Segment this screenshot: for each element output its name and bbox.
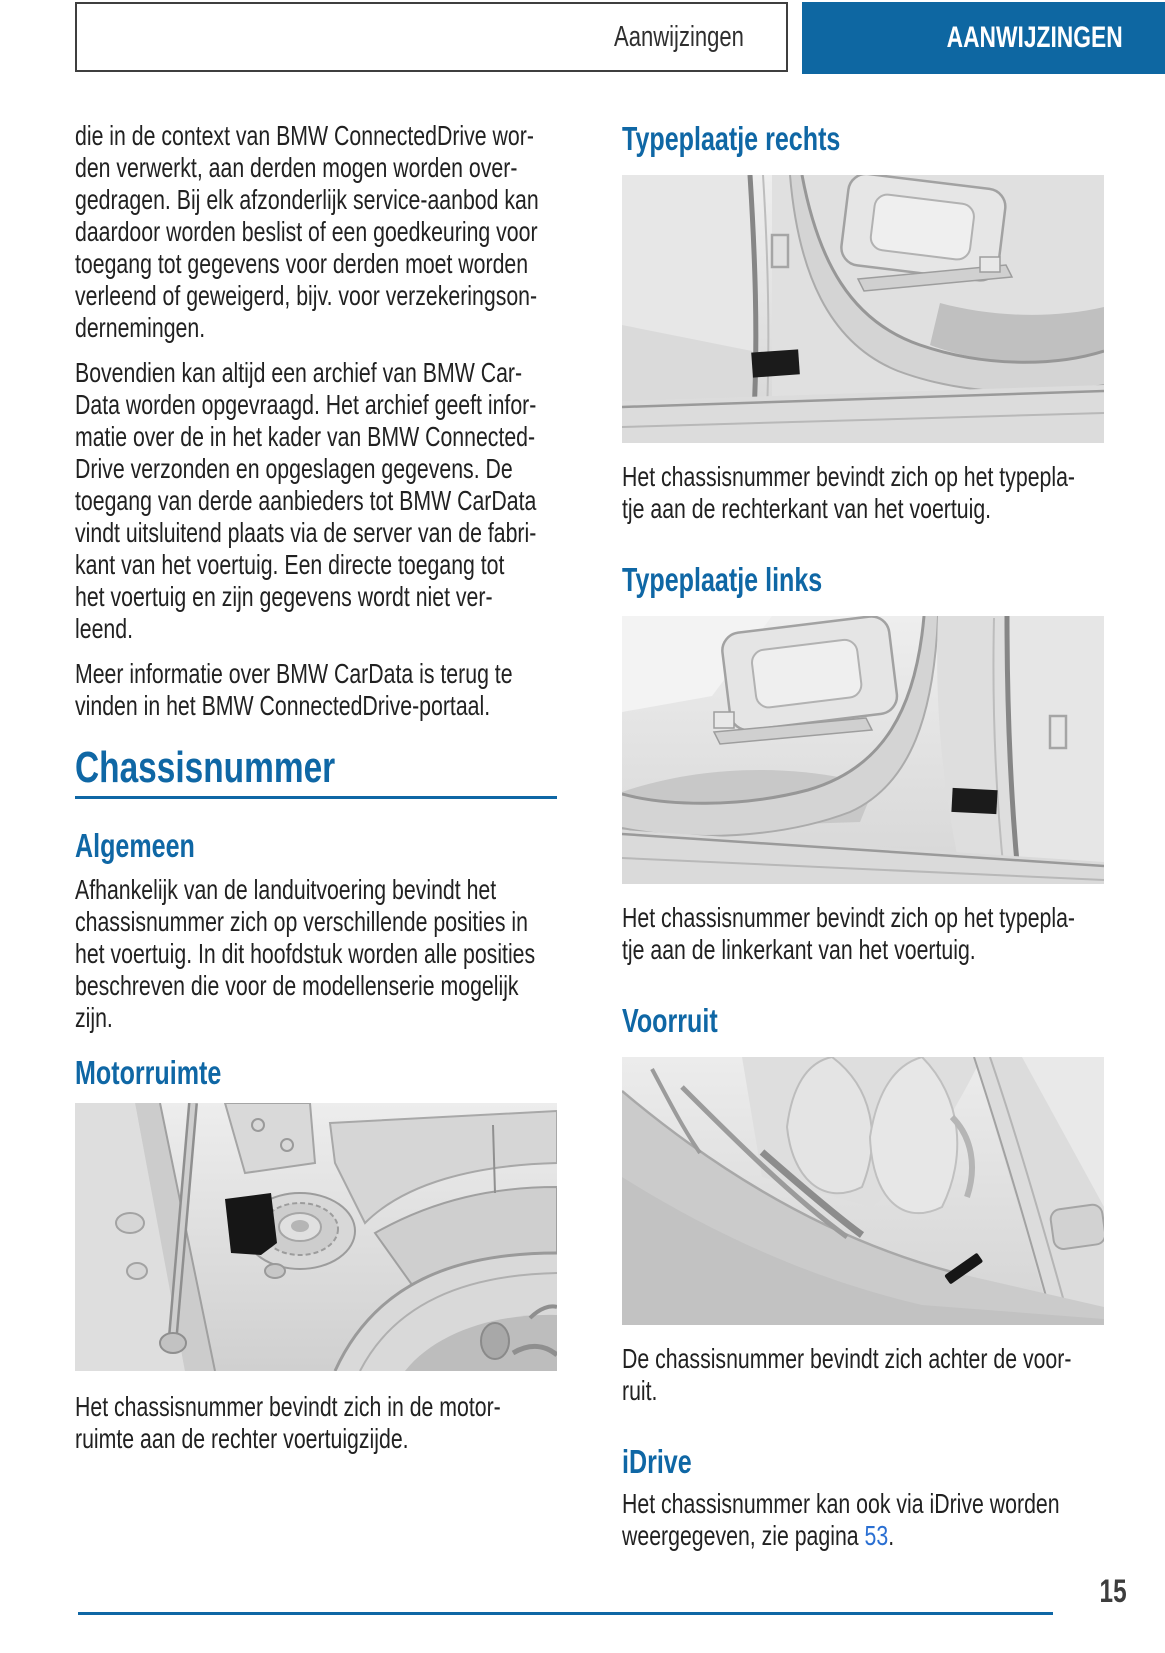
text-line: Bovendien kan altijd een archief van BMW Car- — [75, 357, 523, 388]
intro-paragraph-3 — [75, 658, 557, 722]
text-line: leend. — [75, 613, 133, 644]
breadcrumb-label: Aanwijzingen — [614, 20, 744, 53]
typeplate-left-illustration — [622, 616, 1104, 884]
text-line: ruimte aan de rechter voertuigzijde. — [75, 1423, 409, 1454]
text-line: gedragen. Bij elk afzonderlijk service-aanbod kan — [75, 184, 539, 215]
text-line: dernemingen. — [75, 312, 206, 343]
typeplaatje-rechts-caption — [622, 461, 1104, 525]
text-line: chassisnummer zich op verschillende posities in — [75, 906, 528, 937]
text-line: toegang van derde aanbieders tot BMW CarData — [75, 485, 537, 516]
section-title-idrive: iDrive — [622, 1443, 692, 1480]
text-line: De chassisnummer bevindt zich achter de voor- — [622, 1343, 1072, 1374]
typeplaatje-links-caption — [622, 902, 1104, 966]
section-title-algemeen: Algemeen — [75, 827, 195, 864]
text-line: tje aan de rechterkant van het voertuig. — [622, 493, 992, 524]
left-column — [75, 120, 557, 1455]
header-breadcrumb-box — [75, 2, 788, 72]
header-chapter-tab[interactable] — [802, 2, 1165, 74]
chapter-heading: Chassisnummer — [75, 746, 557, 799]
algemeen-paragraph — [75, 874, 557, 1034]
text-line: Meer informatie over BMW CarData is terug te — [75, 658, 513, 689]
footer-rule — [78, 1612, 1053, 1615]
section-title-typeplaatje-rechts: Typeplaatje rechts — [622, 120, 841, 157]
windshield-illustration — [622, 1057, 1104, 1325]
text-line: Drive verzonden en opgeslagen gegevens. De — [75, 453, 513, 484]
voorruit-caption — [622, 1343, 1104, 1407]
text-line: daardoor worden beslist of een goedkeuring voor — [75, 216, 538, 247]
intro-paragraph-1 — [75, 120, 557, 344]
intro-paragraph-2 — [75, 357, 557, 645]
section-title-typeplaatje-links: Typeplaatje links — [622, 561, 823, 598]
page-reference-link[interactable]: 53 — [864, 1520, 889, 1551]
page-number: 15 — [1099, 1573, 1127, 1609]
text-line: Het chassisnummer bevindt zich op het typepla- — [622, 461, 1076, 492]
section-title-motorruimte: Motorruimte — [75, 1054, 222, 1091]
text-line: Het chassisnummer bevindt zich in de motor- — [75, 1391, 501, 1422]
engine-compartment-illustration — [75, 1103, 557, 1371]
text-line: die in de context van BMW ConnectedDrive wor- — [75, 120, 534, 151]
text-line: matie over de in het kader van BMW Connected- — [75, 421, 536, 452]
chapter-tab-label: AANWIJZINGEN — [946, 21, 1123, 54]
text-line: beschreven die voor de modellenserie mogelijk — [75, 970, 519, 1001]
text-line: het voertuig en zijn gegevens wordt niet ver- — [75, 581, 493, 612]
right-column — [622, 120, 1104, 1552]
vin-marker — [225, 1193, 277, 1255]
text-line: Afhankelijk van de landuitvoering bevindt het — [75, 874, 497, 905]
typeplate-marker — [951, 788, 997, 814]
text-line: tje aan de linkerkant van het voertuig. — [622, 934, 976, 965]
text-line: kant van het voertuig. Een directe toegang tot — [75, 549, 505, 580]
text-line: zijn. — [75, 1002, 113, 1033]
text-line: vinden in het BMW ConnectedDrive-portaal. — [75, 690, 491, 721]
idrive-paragraph — [622, 1488, 1104, 1552]
text-line: vindt uitsluitend plaats via de server van de fabri- — [75, 517, 537, 548]
text-line: toegang tot gegevens voor derden moet worden — [75, 248, 529, 279]
typeplate-marker — [751, 349, 800, 377]
text-line: verleend of geweigerd, bijv. voor verzekeringson- — [75, 280, 538, 311]
text-line: Data worden opgevraagd. Het archief geeft infor- — [75, 389, 537, 420]
text-line: Het chassisnummer bevindt zich op het typepla- — [622, 902, 1076, 933]
text-line: ruit. — [622, 1375, 658, 1406]
section-title-voorruit: Voorruit — [622, 1002, 718, 1039]
idrive-line-1: Het chassisnummer kan ook via iDrive worden — [622, 1488, 1060, 1519]
text-line: het voertuig. In dit hoofdstuk worden alle posities — [75, 938, 536, 969]
typeplate-right-illustration — [622, 175, 1104, 443]
motorruimte-caption — [75, 1391, 557, 1455]
text-line: den verwerkt, aan derden mogen worden over- — [75, 152, 518, 183]
idrive-line-2: weergegeven, zie pagina 53. — [622, 1520, 895, 1551]
